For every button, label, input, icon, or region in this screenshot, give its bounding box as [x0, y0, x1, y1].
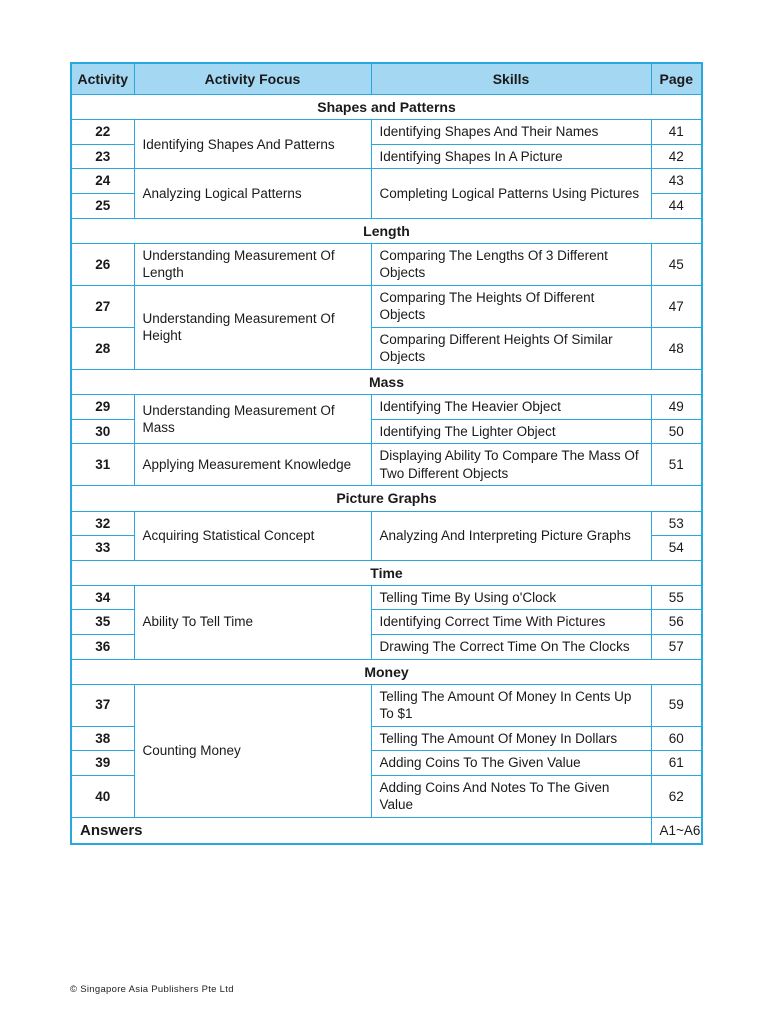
section-row [71, 95, 702, 120]
focus-cell: Understanding Measurement Of Length [134, 243, 371, 285]
column-header-activity: Activity [71, 63, 134, 95]
table-row [71, 243, 702, 285]
activity-cell: 38 [71, 726, 134, 751]
page-cell: 48 [651, 327, 702, 369]
page-cell: 51 [651, 444, 702, 486]
column-header-page: Page [651, 63, 702, 95]
table-row [71, 120, 702, 145]
table-row [71, 169, 702, 194]
page-cell: 43 [651, 169, 702, 194]
page-cell: 53 [651, 511, 702, 536]
skill-cell: Identifying The Lighter Object [371, 419, 651, 444]
skill-cell: Identifying The Heavier Object [371, 395, 651, 420]
page-cell: 59 [651, 684, 702, 726]
activity-cell: 40 [71, 775, 134, 817]
answers-row [71, 817, 702, 844]
section-row [71, 486, 702, 511]
activity-cell: 22 [71, 120, 134, 145]
page-cell: 50 [651, 419, 702, 444]
section-row [71, 218, 702, 243]
activity-cell: 37 [71, 684, 134, 726]
activity-cell: 30 [71, 419, 134, 444]
skill-cell: Adding Coins To The Given Value [371, 751, 651, 776]
page-cell: 49 [651, 395, 702, 420]
page-cell: 45 [651, 243, 702, 285]
section-title: Time [71, 560, 702, 585]
activity-cell: 31 [71, 444, 134, 486]
focus-cell: Ability To Tell Time [134, 585, 371, 659]
skill-cell: Identifying Shapes In A Picture [371, 144, 651, 169]
activity-cell: 24 [71, 169, 134, 194]
section-row [71, 370, 702, 395]
activity-cell: 27 [71, 285, 134, 327]
table-row [71, 585, 702, 610]
table-row [71, 511, 702, 536]
page-cell: 61 [651, 751, 702, 776]
table-row [71, 285, 702, 327]
page-cell: 42 [651, 144, 702, 169]
table-row [71, 684, 702, 726]
table-row [71, 395, 702, 420]
page-cell: 62 [651, 775, 702, 817]
skill-cell: Displaying Ability To Compare The Mass Of Two Different Objects [371, 444, 651, 486]
focus-cell: Acquiring Statistical Concept [134, 511, 371, 560]
section-title: Length [71, 218, 702, 243]
skill-cell: Drawing The Correct Time On The Clocks [371, 634, 651, 659]
activity-cell: 29 [71, 395, 134, 420]
contents-table [70, 62, 703, 845]
section-row [71, 659, 702, 684]
page-cell: 44 [651, 194, 702, 219]
skill-cell: Telling The Amount Of Money In Dollars [371, 726, 651, 751]
activity-cell: 23 [71, 144, 134, 169]
skill-cell: Comparing Different Heights Of Similar Objects [371, 327, 651, 369]
page-cell: 60 [651, 726, 702, 751]
page-cell: 57 [651, 634, 702, 659]
answers-page-cell: A1~A6 [651, 817, 702, 844]
table-header-row [71, 63, 702, 95]
focus-cell: Identifying Shapes And Patterns [134, 120, 371, 169]
focus-cell: Understanding Measurement Of Height [134, 285, 371, 369]
section-title: Money [71, 659, 702, 684]
skill-cell: Adding Coins And Notes To The Given Value [371, 775, 651, 817]
focus-cell: Applying Measurement Knowledge [134, 444, 371, 486]
activity-cell: 28 [71, 327, 134, 369]
skill-cell: Identifying Shapes And Their Names [371, 120, 651, 145]
section-row [71, 560, 702, 585]
section-title: Mass [71, 370, 702, 395]
copyright-text: © Singapore Asia Publishers Pte Ltd [70, 984, 234, 995]
skill-cell: Comparing The Heights Of Different Objects [371, 285, 651, 327]
page-cell: 56 [651, 610, 702, 635]
page-cell: 55 [651, 585, 702, 610]
skill-cell: Analyzing And Interpreting Picture Graphs [371, 511, 651, 560]
answers-label: Answers [71, 817, 651, 844]
column-header-focus: Activity Focus [134, 63, 371, 95]
activity-cell: 33 [71, 536, 134, 561]
page-cell: 41 [651, 120, 702, 145]
activity-cell: 25 [71, 194, 134, 219]
activity-cell: 36 [71, 634, 134, 659]
activity-cell: 35 [71, 610, 134, 635]
table-row [71, 444, 702, 486]
page-cell: 47 [651, 285, 702, 327]
column-header-skills: Skills [371, 63, 651, 95]
activity-cell: 39 [71, 751, 134, 776]
focus-cell: Analyzing Logical Patterns [134, 169, 371, 218]
section-title: Picture Graphs [71, 486, 702, 511]
skill-cell: Telling Time By Using o'Clock [371, 585, 651, 610]
page-cell: 54 [651, 536, 702, 561]
skill-cell: Identifying Correct Time With Pictures [371, 610, 651, 635]
activity-cell: 34 [71, 585, 134, 610]
skill-cell: Telling The Amount Of Money In Cents Up To $1 [371, 684, 651, 726]
focus-cell: Counting Money [134, 684, 371, 817]
focus-cell: Understanding Measurement Of Mass [134, 395, 371, 444]
section-title: Shapes and Patterns [71, 95, 702, 120]
activity-cell: 26 [71, 243, 134, 285]
skill-cell: Comparing The Lengths Of 3 Different Objects [371, 243, 651, 285]
activity-cell: 32 [71, 511, 134, 536]
skill-cell: Completing Logical Patterns Using Pictures [371, 169, 651, 218]
